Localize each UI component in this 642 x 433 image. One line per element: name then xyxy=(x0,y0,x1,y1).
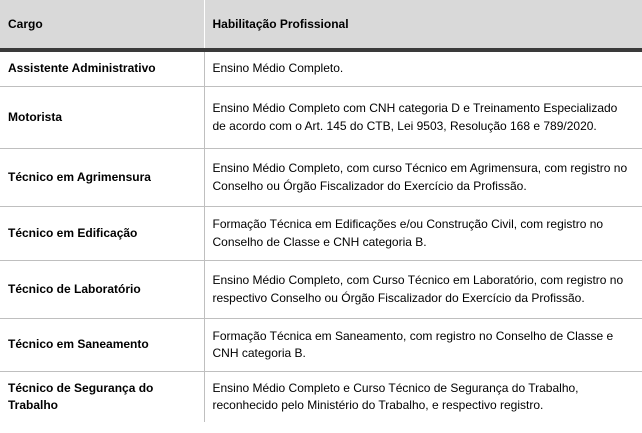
table-row xyxy=(0,319,642,372)
habilitacao-cell: Formação Técnica em Edificações e/ou Construção Civil, com registro no Conselho de Classe e CNH categoria B. xyxy=(204,207,642,261)
cargo-cell: Assistente Administrativo xyxy=(0,50,204,87)
habilitacao-cell: Formação Técnica em Saneamento, com registro no Conselho de Classe e CNH categoria B. xyxy=(204,319,642,372)
header-row xyxy=(0,0,642,50)
habilitacao-cell: Ensino Médio Completo. xyxy=(204,50,642,87)
habilitacao-cell: Ensino Médio Completo com CNH categoria D e Treinamento Especializado de acordo com o Art. 145 do CTB, Lei 9503, Resolução 168 e 789/2020. xyxy=(204,87,642,149)
habilitacao-cell: Ensino Médio Completo e Curso Técnico de Segurança do Trabalho, reconhecido pelo Ministério do Trabalho, e respectivo registro. xyxy=(212,380,579,412)
header-habilitacao: Habilitação Profissional xyxy=(204,0,642,50)
cargo-cell: Técnico de Laboratório xyxy=(0,261,204,319)
cargo-cell: Técnico em Agrimensura xyxy=(0,149,204,207)
header-cargo: Cargo xyxy=(0,0,204,50)
table-row xyxy=(0,207,642,261)
habilitacao-cell: Ensino Médio Completo, com curso Técnico em Agrimensura, com registro no Conselho ou Órgão Fiscalizador do Exercício da Profissão. xyxy=(204,149,642,207)
cargo-cell: Técnico em Saneamento xyxy=(0,319,204,372)
table-body xyxy=(0,50,642,422)
table-row xyxy=(0,87,642,149)
cargo-cell: Motorista xyxy=(0,87,204,149)
table-header xyxy=(0,0,642,50)
table-row xyxy=(0,50,642,87)
cargo-cell: Técnico em Edificação xyxy=(0,207,204,261)
table-row xyxy=(0,372,642,423)
habilitacao-cell: Ensino Médio Completo, com Curso Técnico em Laboratório, com registro no respectivo Conselho ou Órgão Fiscalizador do Exercício da Profissão. xyxy=(204,261,642,319)
table-row xyxy=(0,261,642,319)
cargo-cell: Técnico de Segurança do Trabalho xyxy=(0,372,204,423)
table-row xyxy=(0,149,642,207)
